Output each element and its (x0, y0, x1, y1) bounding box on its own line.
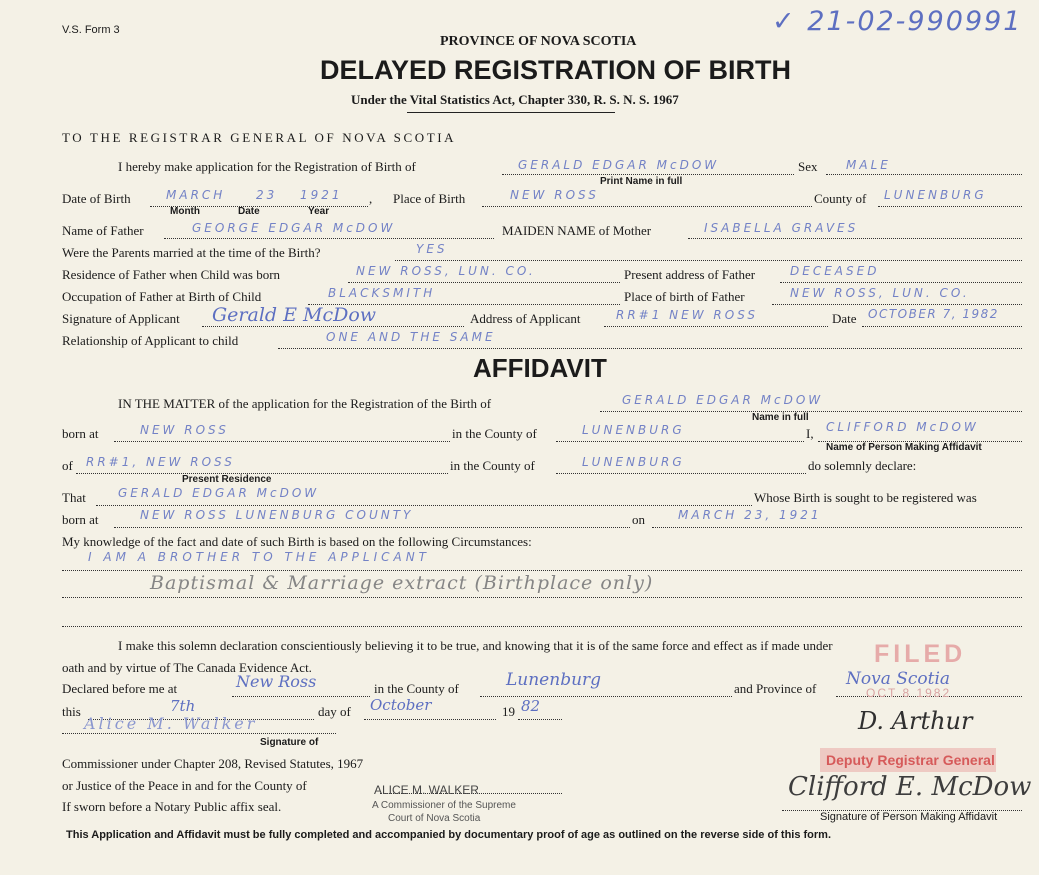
province-heading: PROVINCE OF NOVA SCOTIA (440, 34, 637, 49)
date-label: Date (832, 311, 857, 326)
commissioner-stamp-line-1: A Commissioner of the Supreme (372, 800, 516, 811)
intro-text: I hereby make application for the Registration of Birth of (118, 159, 416, 174)
matter-value: GERALD EDGAR McDOW (622, 393, 824, 407)
residence-value: NEW ROSS, LUN. CO. (356, 264, 536, 278)
affidavit-county-value-2: LUNENBURG (582, 455, 685, 469)
father-line (164, 238, 494, 239)
present-address-line (780, 282, 1022, 283)
province-value: Nova Scotia (846, 669, 951, 689)
mother-label: MAIDEN NAME of Mother (502, 223, 652, 238)
father-birthplace-value: NEW ROSS, LUN. CO. (790, 286, 970, 300)
dob-year-value: 1921 (300, 188, 343, 202)
day-of-label: day of (318, 704, 351, 719)
dob-date-value: 23 (256, 188, 278, 202)
sex-label: Sex (798, 159, 818, 174)
deputy-stamp: Deputy Registrar General (826, 752, 995, 768)
dob-month-value: MARCH (166, 188, 226, 202)
circumstance-line-2 (62, 597, 1022, 598)
signature-label: Signature of Applicant (62, 311, 180, 326)
day-value: 7th (170, 697, 196, 715)
province-label: and Province of (734, 681, 817, 696)
person-value: CLIFFORD McDOW (826, 420, 979, 434)
county-line-2 (556, 441, 804, 442)
relationship-value: ONE AND THE SAME (326, 330, 496, 344)
present-address-value: DECEASED (790, 264, 880, 278)
circumstance-1: I AM A BROTHER TO THE APPLICANT (88, 550, 430, 564)
of-label: of (62, 458, 73, 473)
in-county-label-3: in the County of (374, 681, 459, 696)
year-value: 82 (521, 697, 541, 715)
born-at-label-2: born at (62, 512, 99, 527)
sex-line (826, 174, 1022, 175)
affidavit-county-value: LUNENBURG (582, 423, 685, 437)
year-caption: Year (308, 206, 330, 217)
file-number: ✓ 21-02-990991 (772, 6, 1023, 37)
born-at-line-2 (114, 527, 630, 528)
married-label: Were the Parents married at the time of the Birth? (62, 245, 321, 260)
county-line (878, 206, 1022, 207)
that-line (96, 505, 752, 506)
circumstance-2: Baptismal & Marriage extract (Birthplace only) (150, 572, 654, 594)
dob-label: Date of Birth (62, 191, 131, 206)
footer-note: This Application and Affidavit must be fully completed and accompanied by documentary proof of age as outlined on the reverse side of this form. (66, 829, 832, 841)
occupation-label: Occupation of Father at Birth of Child (62, 289, 262, 304)
on-value: MARCH 23, 1921 (678, 508, 822, 522)
year-line (518, 719, 562, 720)
commissioner-stamp-name: ALICE M. WALKER (374, 783, 479, 797)
declared-label: Declared before me at (62, 681, 178, 696)
married-value: YES (416, 242, 448, 256)
declared-county-value: Lunenburg (506, 670, 602, 690)
date-value: OCTOBER 7, 1982 (868, 307, 999, 321)
mother-value: ISABELLA GRAVES (704, 221, 859, 235)
address-label: Address of Applicant (470, 311, 581, 326)
page-subtitle: Under the Vital Statistics Act, Chapter 330, R. S. N. S. 1967 (351, 92, 679, 107)
father-birthplace-label: Place of birth of Father (624, 289, 745, 304)
occupation-value: BLACKSMITH (328, 286, 436, 300)
address-value: RR#1 NEW ROSS (616, 308, 759, 322)
present-residence-caption: Present Residence (182, 474, 272, 485)
in-county-label: in the County of (452, 426, 537, 441)
of-value: RR#1, NEW ROSS (86, 455, 235, 469)
on-label: on (632, 512, 645, 527)
this-label: this (62, 704, 81, 719)
in-county-label-2: in the County of (450, 458, 535, 473)
name-in-full-caption: Name in full (752, 412, 809, 423)
date-line (862, 326, 1022, 327)
person-caption: Name of Person Making Affidavit (826, 442, 982, 453)
month-caption: Month (170, 206, 200, 217)
born-at-label: born at (62, 426, 99, 441)
circumstance-line-3 (62, 626, 1022, 627)
comma: , (369, 191, 373, 206)
commissioner-sig-line (62, 733, 336, 734)
father-value: GEORGE EDGAR McDOW (192, 221, 396, 235)
declared-county-line (480, 696, 732, 697)
date-caption: Date (238, 206, 260, 217)
county-value: LUNENBURG (884, 188, 987, 202)
justice-text: or Justice of the Peace in and for the County of (62, 778, 307, 793)
commissioner-signature: Alice M. Walker (84, 714, 258, 733)
declaration-line-1: I make this solemn declaration conscientiously believing it to be true, and knowing that it is of the same force and effect as if made under (118, 638, 833, 653)
county-line-3 (556, 473, 806, 474)
that-label: That (62, 490, 86, 505)
relationship-line (278, 348, 1022, 349)
solemnly-text: do solemnly declare: (808, 458, 917, 473)
married-line (395, 260, 1022, 261)
month-line (364, 719, 496, 720)
year-prefix: 19 (502, 704, 515, 719)
father-birthplace-line (772, 304, 1022, 305)
commissioner-text: Commissioner under Chapter 208, Revised Statutes, 1967 (62, 756, 364, 771)
mother-line (688, 238, 1022, 239)
notary-text: If sworn before a Notary Public affix seal. (62, 799, 282, 814)
born-at-value: NEW ROSS (140, 423, 229, 437)
i-label: I, (806, 426, 814, 441)
declared-line (232, 696, 370, 697)
commissioner-stamp-line-2: Court of Nova Scotia (388, 813, 481, 824)
form-number: V.S. Form 3 (62, 24, 120, 36)
relationship-label: Relationship of Applicant to child (62, 333, 239, 348)
residence-line (348, 282, 620, 283)
filed-date: OCT 8 1982 (866, 686, 952, 700)
deputy-signature: D. Arthur (858, 707, 973, 735)
father-label: Name of Father (62, 223, 144, 238)
whose-birth-text: Whose Birth is sought to be registered was (754, 490, 977, 505)
residence-label: Residence of Father when Child was born (62, 267, 281, 282)
signature-of-caption: Signature of (260, 737, 319, 748)
address-line (604, 326, 828, 327)
born-at-value-2: NEW ROSS LUNENBURG COUNTY (140, 508, 414, 522)
addressee: TO THE REGISTRAR GENERAL OF NOVA SCOTIA (62, 130, 457, 145)
filed-stamp: FILED (874, 640, 967, 668)
sex-value: MALE (846, 158, 891, 172)
on-line (652, 527, 1022, 528)
pob-line (482, 206, 812, 207)
affiant-caption: Signature of Person Making Affidavit (820, 811, 998, 823)
pob-label: Place of Birth (393, 191, 466, 206)
print-name-caption: Print Name in full (600, 176, 683, 187)
matter-line (600, 411, 1022, 412)
affiant-signature: Clifford E. McDow (788, 772, 1032, 802)
declaration-line-2: oath and by virtue of The Canada Evidence Act. (62, 660, 312, 675)
circumstance-line-1 (62, 570, 1022, 571)
knowledge-text: My knowledge of the fact and date of such Birth is based on the following Circumstances: (62, 534, 532, 549)
child-name-value: GERALD EDGAR McDOW (518, 158, 720, 172)
month-value: October (370, 696, 432, 714)
signature-line (202, 326, 464, 327)
pob-value: NEW ROSS (510, 188, 599, 202)
that-value: GERALD EDGAR McDOW (118, 486, 320, 500)
born-at-line (114, 441, 450, 442)
title-rule (407, 112, 615, 113)
page-title: DELAYED REGISTRATION OF BIRTH (320, 55, 792, 85)
declared-place-value: New Ross (236, 672, 317, 691)
present-address-label: Present address of Father (624, 267, 756, 282)
name-line (502, 174, 794, 175)
applicant-signature: Gerald E McDow (212, 304, 377, 326)
matter-text: IN THE MATTER of the application for the Registration of the Birth of (118, 396, 492, 411)
affidavit-heading: AFFIDAVIT (473, 353, 607, 383)
county-label: County of (814, 191, 867, 206)
